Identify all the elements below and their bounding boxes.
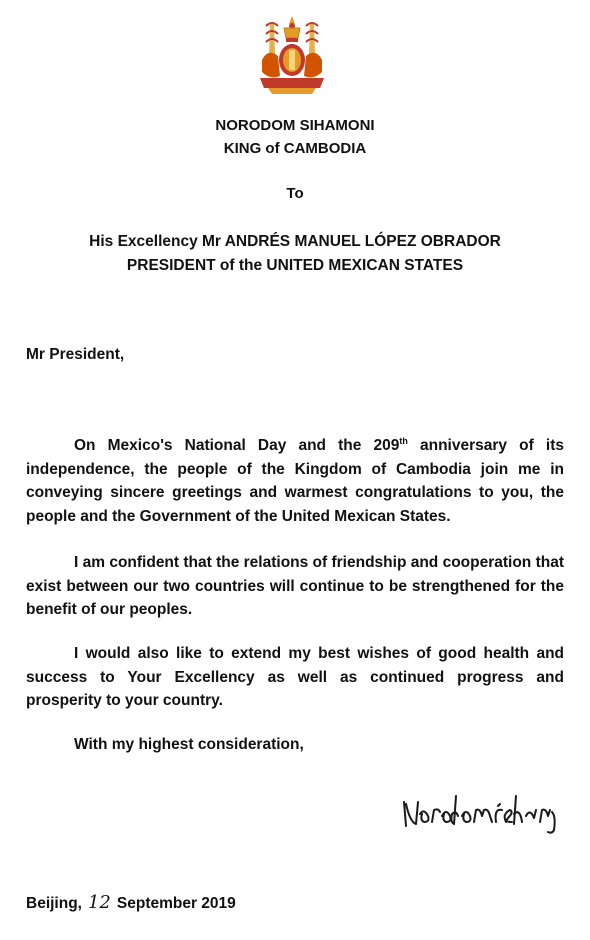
royal-arms-of-cambodia-icon	[254, 14, 330, 96]
paragraph-best-wishes: I would also like to extend my best wishes of good health and success to Your Excellency as well as continued progress and prosperity to your country.	[26, 645, 564, 709]
salutation: Mr President,	[26, 346, 125, 363]
date-day: 12	[87, 892, 111, 913]
recipient-name: His Excellency Mr ANDRÉS MANUEL LÓPEZ OBRADOR	[89, 233, 501, 250]
paragraph-1-part-2: anniversary of its independence, the people of the Kingdom of Cambodia join me in conveying sincere greetings and warmest congratulations to you, the people and the Government of the United Mexican States.	[26, 437, 564, 525]
paragraph-1-part-1: On Mexico's National Day and the 209	[74, 437, 400, 454]
date-month-year: September 2019	[116, 895, 236, 912]
place: Beijing,	[26, 895, 82, 912]
paragraph-national-day	[26, 434, 564, 528]
royal-emblem	[254, 14, 330, 96]
handwritten-signature-icon	[398, 786, 560, 836]
recipient-title: PRESIDENT of the UNITED MEXICAN STATES	[126, 257, 464, 274]
ordinal-suffix: th	[399, 435, 408, 446]
place-and-date	[26, 892, 236, 915]
sender-title: KING of CAMBODIA	[223, 140, 367, 157]
paragraph-relations: I am confident that the relations of friendship and cooperation that exist between our two countries will continue to be strengthened for the benefit of our peoples.	[26, 554, 564, 618]
to-label: To	[286, 185, 304, 202]
closing-line: With my highest consideration,	[74, 736, 304, 753]
signature	[398, 786, 560, 836]
sender-name: NORODOM SIHAMONI	[215, 117, 375, 134]
